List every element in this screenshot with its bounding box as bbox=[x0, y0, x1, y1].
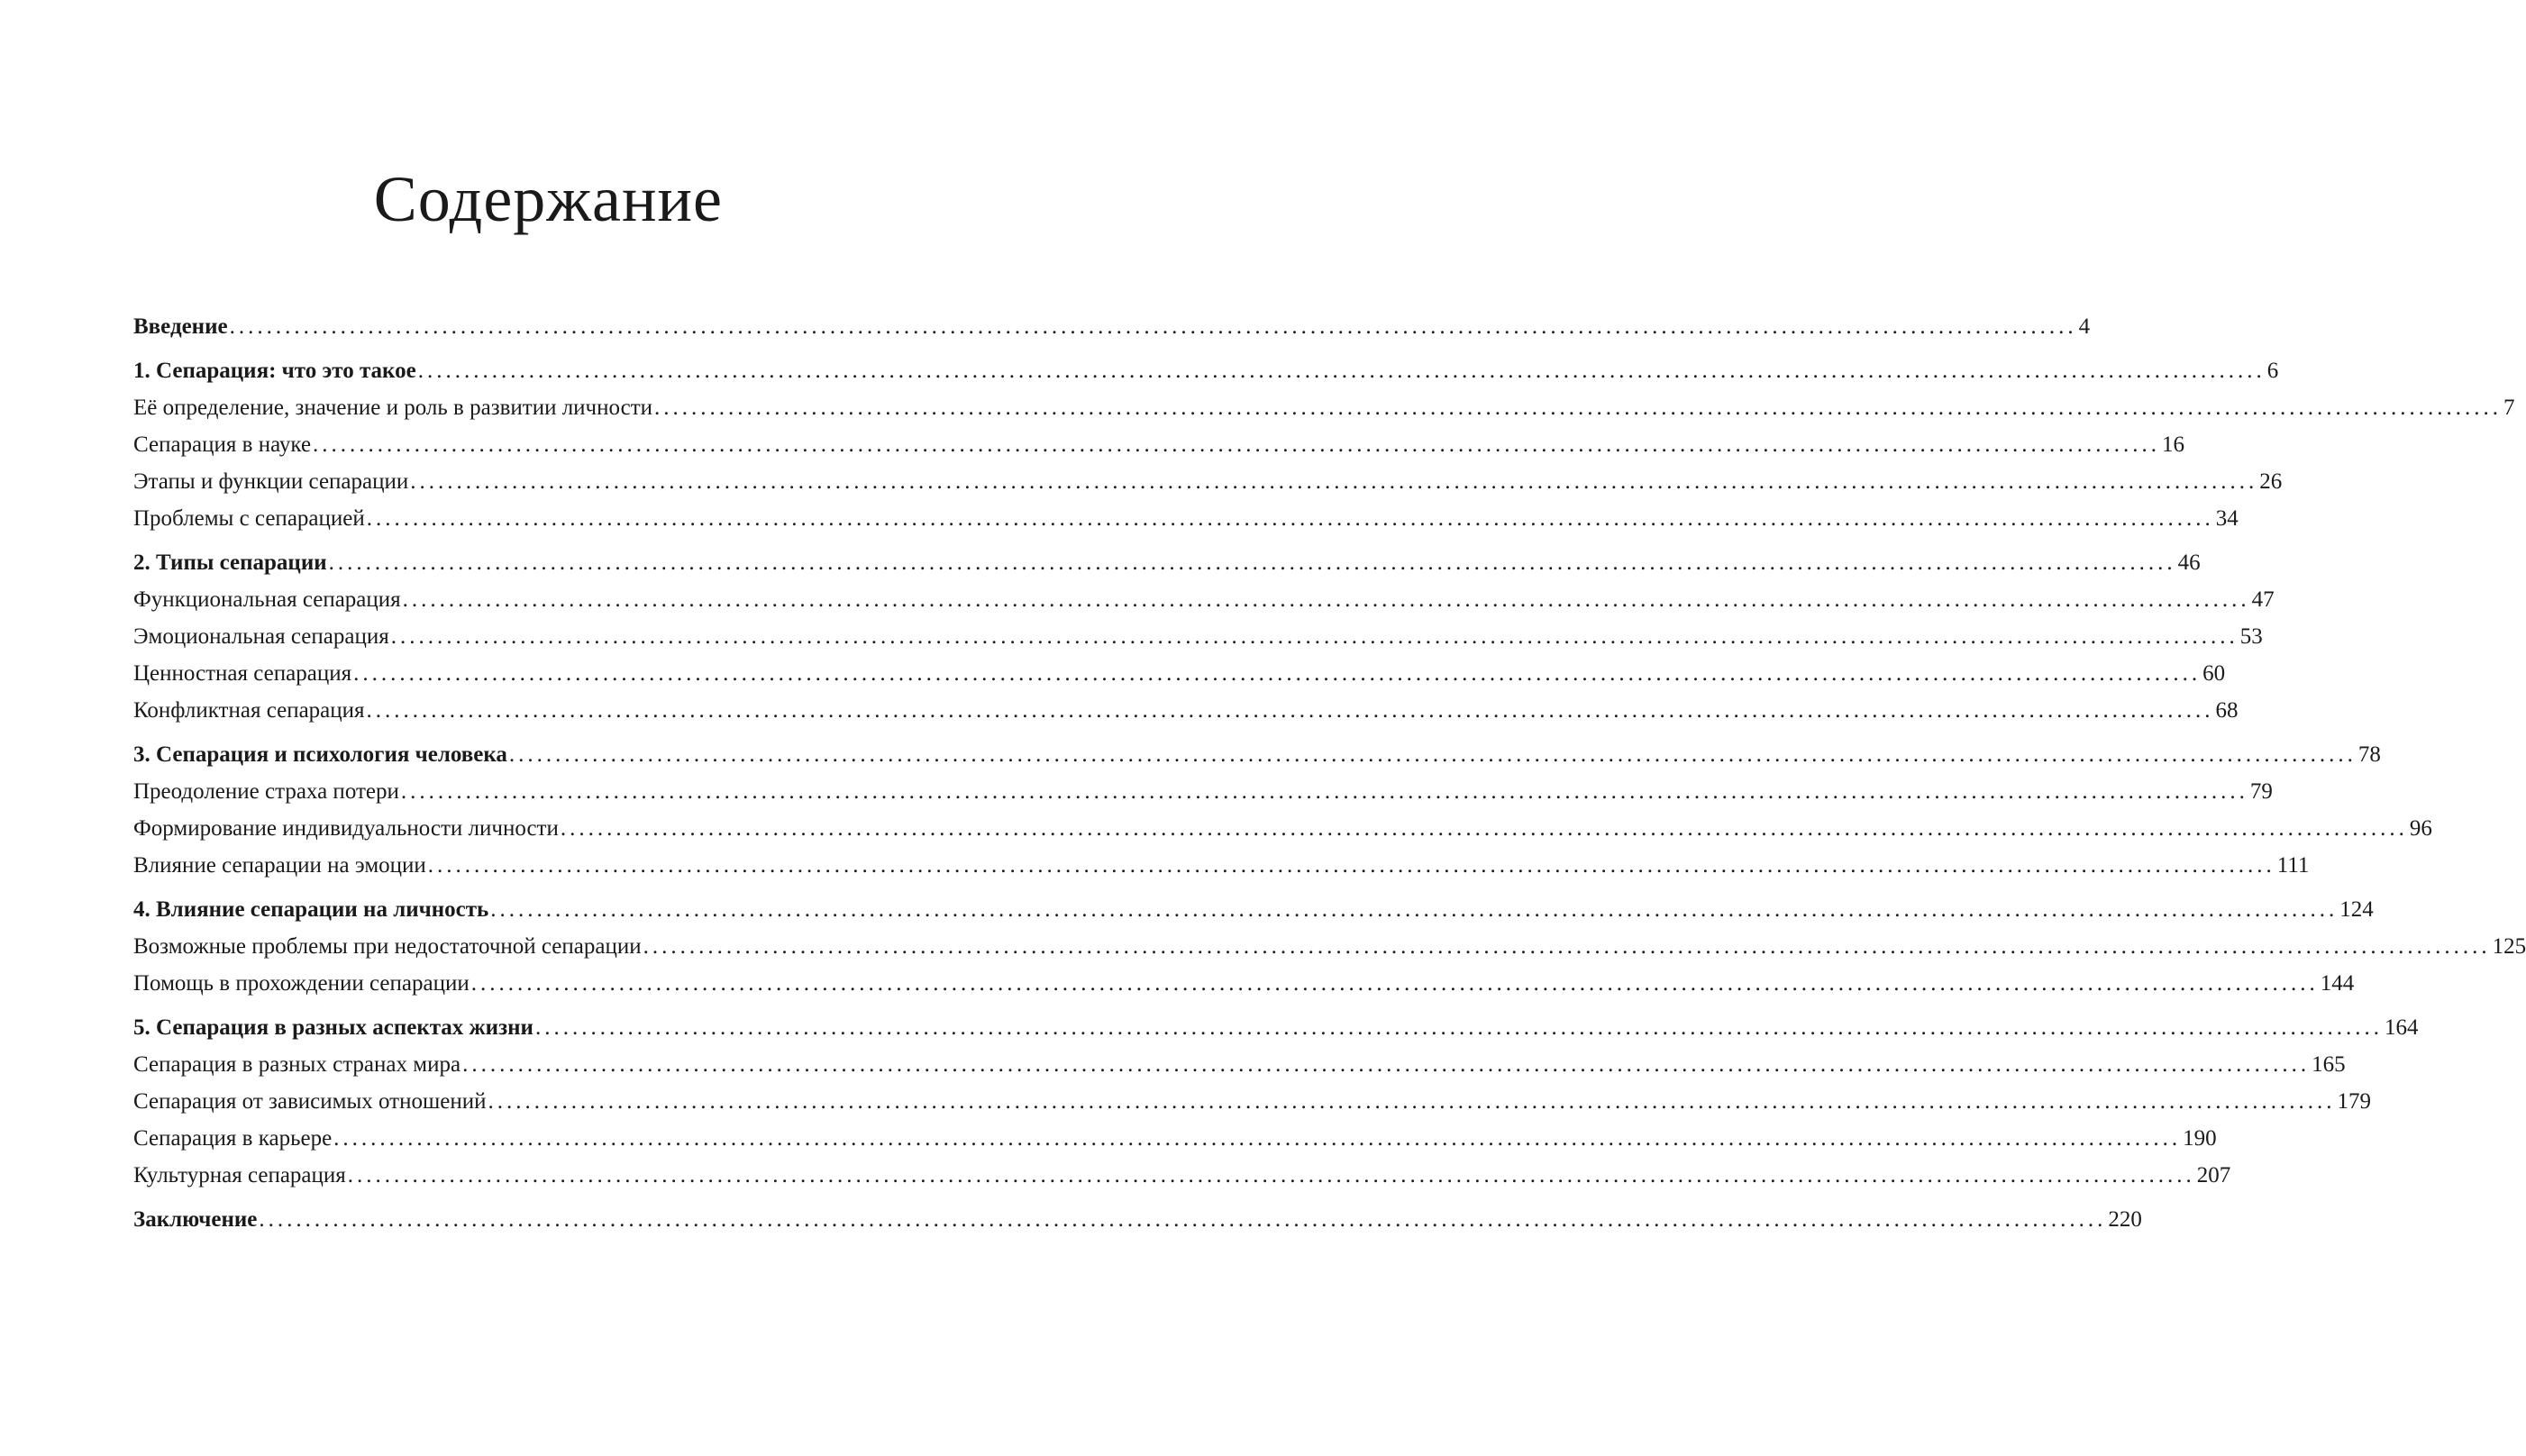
toc-entry-label: Сепарация в карьере bbox=[133, 1126, 333, 1151]
dot-leader: ........................................................................................................................................................................................................ bbox=[427, 853, 2275, 878]
toc-section-entry bbox=[133, 618, 2263, 655]
toc-entry-label: Культурная сепарация bbox=[133, 1163, 346, 1188]
dot-leader: ........................................................................................................................................................................................................ bbox=[400, 779, 2248, 804]
toc-page-number: 16 bbox=[2162, 432, 2185, 457]
dot-leader: ........................................................................................................................................................................................................ bbox=[560, 816, 2408, 841]
toc-chapter-entry bbox=[133, 352, 2279, 389]
dot-leader: ........................................................................................................................................................................................................ bbox=[328, 551, 2176, 575]
toc-section-entry bbox=[133, 500, 2239, 537]
toc-page-number: 165 bbox=[2312, 1052, 2346, 1077]
toc-page-number: 68 bbox=[2215, 698, 2239, 723]
page-title: Содержание bbox=[373, 163, 723, 235]
toc-entry-label: Ценностная сепарация bbox=[133, 661, 352, 686]
toc-entry-label: 2. Типы сепарации bbox=[133, 551, 327, 575]
toc-section-entry bbox=[133, 847, 2310, 884]
toc-entry-label: Возможные проблемы при недостаточной сепарации bbox=[133, 934, 642, 959]
toc-chapter-entry bbox=[133, 308, 2091, 345]
dot-leader: ........................................................................................................................................................................................................ bbox=[313, 432, 2161, 457]
dot-leader: ........................................................................................................................................................................................................ bbox=[229, 314, 2077, 339]
dot-leader: ........................................................................................................................................................................................................ bbox=[410, 469, 2258, 494]
toc-chapter-entry bbox=[133, 891, 2374, 928]
toc-page-number: 47 bbox=[2251, 587, 2275, 612]
toc-page-number: 34 bbox=[2215, 506, 2239, 531]
dot-leader: ........................................................................................................................................................................................................ bbox=[333, 1126, 2182, 1151]
toc-entry-label: Введение bbox=[133, 314, 228, 339]
dot-leader: ........................................................................................................................................................................................................ bbox=[347, 1163, 2195, 1188]
dot-leader: ........................................................................................................................................................................................................ bbox=[390, 624, 2239, 649]
toc-section-entry bbox=[133, 389, 2515, 426]
toc-entry-label: Влияние сепарации на эмоции bbox=[133, 853, 426, 878]
dot-leader: ........................................................................................................................................................................................................ bbox=[366, 506, 2214, 531]
toc-entry-label: Функциональная сепарация bbox=[133, 587, 401, 612]
toc-section-entry bbox=[133, 426, 2185, 463]
toc-page-number: 79 bbox=[2249, 779, 2273, 804]
dot-leader: ........................................................................................................................................................................................................ bbox=[402, 587, 2250, 612]
toc-page-number: 7 bbox=[2503, 396, 2515, 420]
toc-entry-label: Её определение, значение и роль в развитии личности bbox=[133, 396, 653, 420]
toc-section-entry bbox=[133, 810, 2432, 847]
toc-chapter-entry bbox=[133, 1201, 2142, 1238]
toc-section-entry bbox=[133, 692, 2239, 729]
toc-page-number: 164 bbox=[2384, 1015, 2419, 1040]
toc-entry-label: Помощь в прохождении сепарации bbox=[133, 971, 470, 996]
toc-entry-label: Преодоление страха потери bbox=[133, 779, 399, 804]
toc-entry-label: Этапы и функции сепарации bbox=[133, 469, 409, 494]
dot-leader: ........................................................................................................................................................................................................ bbox=[366, 698, 2214, 723]
toc-entry-label: 1. Сепарация: что это такое bbox=[133, 359, 416, 383]
toc-page-number: 4 bbox=[2078, 314, 2091, 339]
toc-entry-label: Эмоциональная сепарация bbox=[133, 624, 389, 649]
dot-leader: ........................................................................................................................................................................................................ bbox=[417, 359, 2266, 383]
dot-leader: ........................................................................................................................................................................................................ bbox=[508, 742, 2357, 767]
toc-page-number: 207 bbox=[2196, 1163, 2231, 1188]
toc-entry-label: Формирование индивидуальности личности bbox=[133, 816, 559, 841]
toc-entry-label: 3. Сепарация и психология человека bbox=[133, 742, 507, 767]
toc-entry-label: Конфликтная сепарация bbox=[133, 698, 365, 723]
dot-leader: ........................................................................................................................................................................................................ bbox=[490, 897, 2339, 922]
toc-chapter-entry bbox=[133, 1009, 2419, 1046]
toc-entry-label: Проблемы с сепарацией bbox=[133, 506, 365, 531]
toc-page-number: 124 bbox=[2339, 897, 2374, 922]
toc-section-entry bbox=[133, 581, 2275, 618]
toc-page-number: 111 bbox=[2276, 853, 2310, 878]
toc-section-entry bbox=[133, 1157, 2231, 1194]
toc-page-number: 190 bbox=[2183, 1126, 2217, 1151]
toc-section-entry bbox=[133, 1046, 2346, 1083]
dot-leader: ........................................................................................................................................................................................................ bbox=[643, 934, 2491, 959]
toc-section-entry bbox=[133, 1083, 2371, 1120]
toc-entry-label: Сепарация в науке bbox=[133, 432, 312, 457]
toc-entry-label: Сепарация в разных странах мира bbox=[133, 1052, 461, 1077]
toc-page-number: 144 bbox=[2320, 971, 2355, 996]
toc-page-number: 6 bbox=[2266, 359, 2279, 383]
dot-leader: ........................................................................................................................................................................................................ bbox=[488, 1089, 2336, 1114]
toc-chapter-entry bbox=[133, 736, 2381, 773]
toc-section-entry bbox=[133, 773, 2273, 810]
toc-page-number: 125 bbox=[2492, 934, 2526, 959]
dot-leader: ........................................................................................................................................................................................................ bbox=[470, 971, 2319, 996]
toc-section-entry bbox=[133, 965, 2355, 1002]
toc-chapter-entry bbox=[133, 544, 2201, 581]
toc-page-number: 220 bbox=[2108, 1207, 2142, 1232]
dot-leader: ........................................................................................................................................................................................................ bbox=[353, 661, 2202, 686]
toc-entry-label: 4. Влияние сепарации на личность bbox=[133, 897, 489, 922]
toc-entry-label: Заключение bbox=[133, 1207, 258, 1232]
toc-page-number: 60 bbox=[2202, 661, 2226, 686]
dot-leader: ........................................................................................................................................................................................................ bbox=[654, 396, 2503, 420]
toc-section-entry bbox=[133, 1120, 2217, 1157]
dot-leader: ........................................................................................................................................................................................................ bbox=[534, 1015, 2383, 1040]
toc-page-number: 96 bbox=[2409, 816, 2432, 841]
toc-entry-label: 5. Сепарация в разных аспектах жизни bbox=[133, 1015, 533, 1040]
toc-page-number: 46 bbox=[2177, 551, 2201, 575]
table-of-contents bbox=[133, 308, 2526, 1238]
toc-page-number: 78 bbox=[2357, 742, 2381, 767]
toc-entry-label: Сепарация от зависимых отношений bbox=[133, 1089, 487, 1114]
dot-leader: ........................................................................................................................................................................................................ bbox=[259, 1207, 2107, 1232]
dot-leader: ........................................................................................................................................................................................................ bbox=[462, 1052, 2311, 1077]
toc-page-number: 179 bbox=[2337, 1089, 2371, 1114]
toc-page-number: 53 bbox=[2239, 624, 2263, 649]
toc-page-number: 26 bbox=[2259, 469, 2283, 494]
toc-section-entry bbox=[133, 655, 2226, 692]
toc-section-entry bbox=[133, 928, 2526, 965]
toc-section-entry bbox=[133, 463, 2283, 500]
